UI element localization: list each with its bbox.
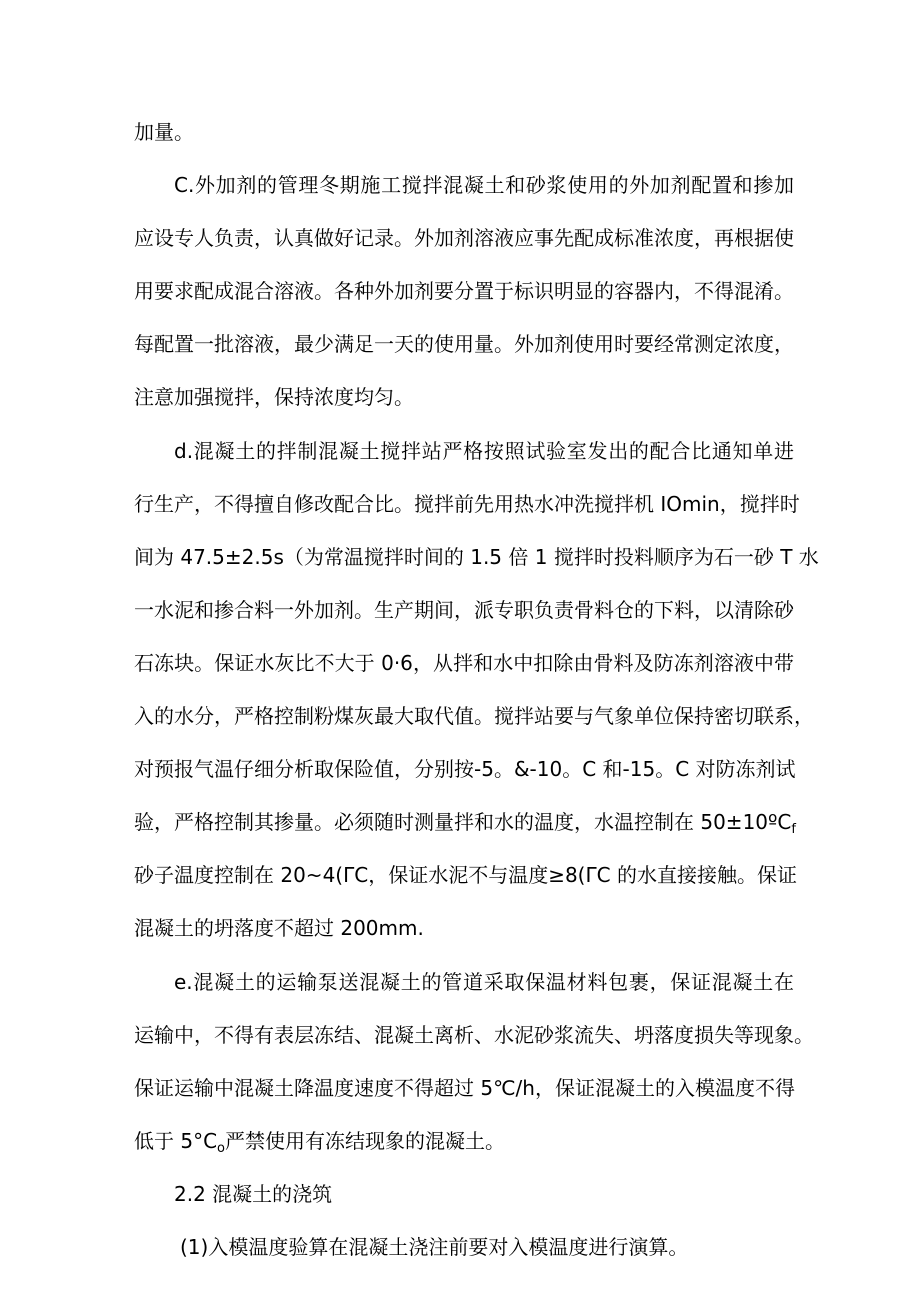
paragraph-line: 一水泥和掺合料一外加剂。生产期间，派专职负责骨料仓的下料，以清除砂 [134,598,794,622]
paragraph-line: 石冻块。保证水灰比不大于 0·6，从拌和水中扣除由骨料及防冻剂溶液中带 [134,651,794,675]
paragraph-line: 注意加强搅拌，保持浓度均匀。 [134,385,414,409]
paragraph-line: C.外加剂的管理冬期施工搅拌混凝土和砂浆使用的外加剂配置和掺加 [174,173,794,197]
paragraph-line: 运输中，不得有表层冻结、混凝土离析、水泥砂浆流失、坍落度损失等现象。 [134,1023,814,1047]
paragraph-line: 混凝土的坍落度不超过 200mm. [134,916,424,940]
paragraph-line: 验，严格控制其掺量。必须随时测量拌和水的温度，水温控制在 50±10ºC$_f$ [134,810,796,837]
paragraph-line: 砂子温度控制在 20~4(ΓC，保证水泥不与温度≥8(ΓC 的水直接接触。保证 [134,863,797,887]
paragraph-line: 低于 $5^\circ C_o$严禁使用有冻结现象的混凝土。 [134,1129,506,1156]
paragraph-line: 行生产，不得擅自修改配合比。搅拌前先用热水冲洗搅拌机 IOmin，搅拌时 [134,492,800,516]
paragraph-line: 对预报气温仔细分析取保险值，分别按-5。&-10。C 和-15。C 对防冻剂试 [134,757,796,781]
paragraph-line: 应设专人负责，认真做好记录。外加剂溶液应事先配成标准浓度，再根据使 [134,226,794,250]
subscript-f: f [791,822,796,837]
subscript-o: o [217,1141,226,1156]
section-heading: 2.2 混凝土的浇筑 [174,1182,333,1206]
paragraph-line: 用要求配成混合溶液。各种外加剂要分置于标识明显的容器内，不得混淆。 [134,279,794,303]
paragraph-line: 入的水分，严格控制粉煤灰最大取代值。搅拌站要与气象单位保持密切联系， [134,704,814,728]
paragraph-line: 保证运输中混凝土降温度速度不得超过 5℃/h，保证混凝土的入模温度不得 [134,1076,795,1100]
subsection-line: (1)入模温度验算在混凝土浇注前要对入模温度进行演算。 [180,1235,689,1259]
paragraph-line: 加量。 [134,120,194,144]
paragraph-line: e.混凝土的运输泵送混凝土的管道采取保温材料包裹，保证混凝土在 [174,970,794,994]
paragraph-line: d.混凝土的拌制混凝土搅拌站严格按照试验室发出的配合比通知单进 [174,439,794,463]
paragraph-line: 间为 47.5±2.5s（为常温搅拌时间的 1.5 倍 1 搅拌时投料顺序为石一砂 T 水 [134,545,819,569]
paragraph-line: 每配置一批溶液，最少满足一天的使用量。外加剂使用时要经常测定浓度， [134,332,794,356]
